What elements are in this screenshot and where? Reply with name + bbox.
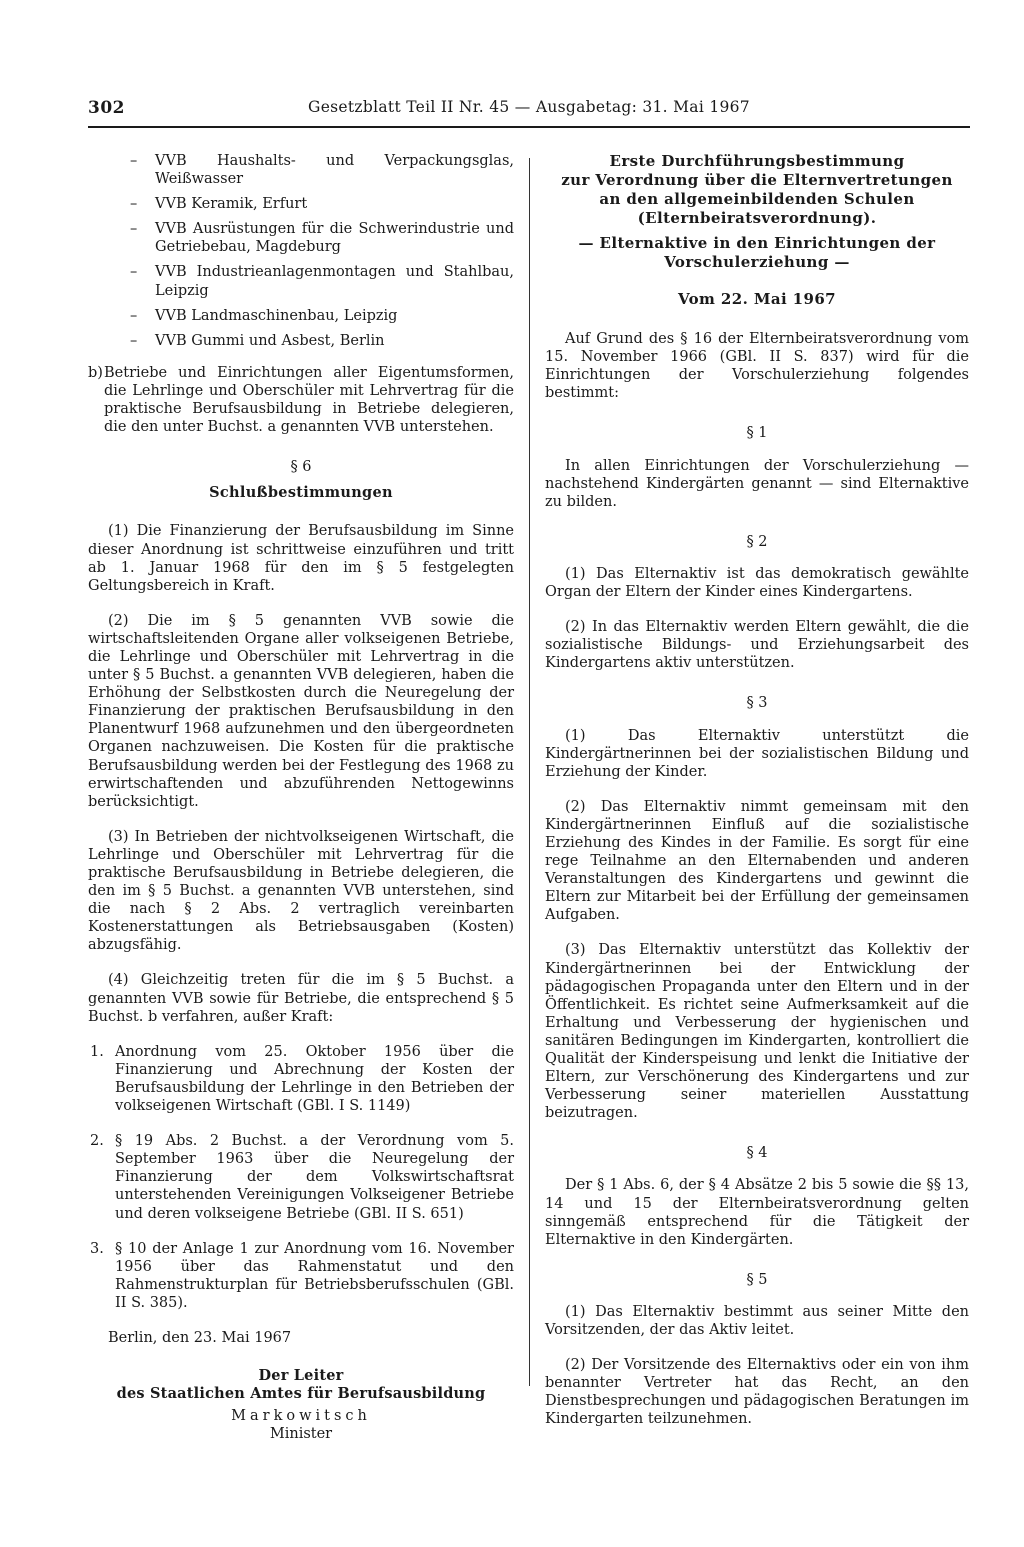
repealed-item-2: 2. § 19 Abs. 2 Buchst. a der Verordnung vom 5. September 1963 über die Neuregelung der Finanzierung der dem Volkswirtschaftsrat unterstehenden Vereinigungen Volkseigener Betriebe und deren volkseigene Betriebe (GBl. II S. 651): [90, 1133, 514, 1222]
page-number: 302: [88, 98, 125, 118]
item-b-text: Betriebe und Einrichtungen aller Eigentumsformen, die Lehrlinge und Oberschüler mit Lehrvertrag für die praktische Berufsausbildung in Betriebe delegieren, die den unter Buchst. a genannten VVB unterstehen.: [104, 364, 514, 436]
paragraph-3: (3) In Betrieben der nichtvolkseigenen Wirtschaft, die Lehrlinge und Oberschüler mit Lehrvertrag für die praktische Berufsausbildung in Betriebe delegieren, die den im § 5 Buchst. a genannten VVB unterstehen, sind die nach § 2 Abs. 2 vertraglich vereinbarten Kostenerstattungen als Betriebsausgaben (Kosten) abzugsfähig.: [88, 828, 514, 954]
column-divider: [529, 158, 530, 1386]
list-item: – VVB Gummi und Asbest, Berlin: [130, 332, 385, 349]
dash-marker: –: [130, 332, 138, 349]
repealed-item-3: 3. § 10 der Anlage 1 zur Anordnung vom 16. November 1956 über das Rahmenstatut und den Rahmenstrukturplan für Betriebsberufsschulen (GBl. II S. 385).: [90, 1240, 514, 1311]
dash-marker: –: [130, 153, 138, 169]
list-item: – VVB Haushalts- und Verpackungsglas, Weißwasser: [130, 153, 514, 188]
signatory-role: Minister: [269, 1426, 333, 1443]
list-item: – VVB Keramik, Erfurt: [130, 196, 308, 213]
paragraph-1: (1) Die Finanzierung der Berufsausbildung im Sinne dieser Anordnung ist schrittweise einzuführen und tritt ab 1. Januar 1968 für den im § 5 festgelegten Geltungsbereich in Kraft.: [88, 523, 514, 594]
list-item: – VVB Industrieanlagenmontagen und Stahlbau, Leipzig: [130, 264, 514, 299]
regulation-date: Vom 22. Mai 1967: [677, 290, 837, 308]
section-5-para-1: (1) Das Elternaktiv bestimmt aus seiner Mitte den Vorsitzenden, der das Aktiv leitet.: [545, 1303, 969, 1339]
dash-marker: –: [130, 221, 138, 238]
section-1-text: In allen Einrichtungen der Vorschulerziehung — nachstehend Kindergärten genannt — sind Elternaktive zu bilden.: [545, 457, 969, 510]
page-header: [88, 96, 970, 128]
section-3-para-3: (3) Das Elternaktiv unterstützt das Kollektiv der Kindergärtnerinnen bei der Entwicklung der pädagogischen Propaganda unter den Eltern und in der Öffentlichkeit. Es richtet seine Aufmerksamkeit auf die Erhaltung und Verbesserung der hygienischen und sanitären Bedingungen im Kindergarten, kontrolliert die Qualität der Kinderspeisung und lenkt die Initiative der Eltern, zur Verschönerung des Kindergartens und zur Verbesserung seiner materiellen Ausstattung beizutragen.: [545, 942, 969, 1122]
item-b-marker: b): [88, 364, 103, 381]
signatory-name: Markowitsch: [231, 1408, 371, 1425]
section-4-text: Der § 1 Abs. 6, der § 4 Absätze 2 bis 5 sowie die §§ 13, 14 und 15 der Elternbeiratsverordnung gelten sinngemäß entsprechend für die Tätigkeit der Elternaktive in den Kindergärten.: [545, 1177, 969, 1248]
section-3-para-2: (2) Das Elternaktiv nimmt gemeinsam mit den Kindergärtnerinnen Einfluß auf die sozialistische Erziehung des Kindes in der Familie. Es sorgt für eine rege Teilnahme an den Elternabenden und anderen Veranstaltungen des Kindergartens und gewinnt die Eltern zur Mitarbeit bei der Erfüllung der gemeinsamen Aufgaben.: [545, 798, 969, 924]
dash-marker: –: [130, 264, 138, 281]
signatory-line-1: Der Leiter: [258, 1367, 344, 1385]
list-item: – VVB Landmaschinenbau, Leipzig: [130, 307, 398, 324]
vvb-list: [88, 152, 514, 350]
section-number-3: § 3: [746, 695, 768, 712]
dash-marker: –: [130, 196, 138, 213]
section-number-2: § 2: [746, 533, 768, 550]
paragraph-2: (2) Die im § 5 genannten VVB sowie die wirtschaftsleitenden Organe aller volkseigenen Betriebe, die Lehrlinge und Oberschüler mit Lehrvertrag in die unter § 5 Buchst. a genannten VVB delegieren, haben die Erhöhung der Selbstkosten durch die Neuregelung der Finanzierung der praktischen Berufsausbildung in den Planentwurf 1968 aufzunehmen und den übergeordneten Organen nachzuweisen. Die Kosten für die praktische Berufsausbildung werden bei der Festlegung des 1968 zu erwirtschaftenden und abzuführenden Nettogewinns berücksichtigt.: [88, 612, 514, 810]
dash-marker: –: [130, 307, 138, 324]
section-number-1: § 1: [746, 425, 768, 442]
running-title: Gesetzblatt Teil II Nr. 45 — Ausgabetag: 31. Mai 1967: [308, 98, 750, 116]
list-item: – VVB Ausrüstungen für die Schwerindustrie und Getriebebau, Magdeburg: [130, 221, 514, 256]
place-date: Berlin, den 23. Mai 1967: [108, 1329, 292, 1346]
section-3-para-1: (1) Das Elternaktiv unterstützt die Kindergärtnerinnen bei der sozialistischen Bildung und Erziehung der Kinder.: [545, 727, 969, 780]
section-number-5: § 5: [746, 1271, 768, 1288]
signatory-line-2: des Staatlichen Amtes für Berufsausbildung: [116, 1385, 486, 1403]
section-2-para-1: (1) Das Elternaktiv ist das demokratisch gewählte Organ der Eltern der Kinder eines Kindergartens.: [545, 565, 969, 601]
section-title: Schlußbestimmungen: [209, 484, 393, 502]
section-2-para-2: (2) In das Elternaktiv werden Eltern gewählt, die die sozialistische Bildungs- und Erziehungsarbeit des Kindergartens aktiv unterstützen.: [545, 619, 969, 672]
preamble: Auf Grund des § 16 der Elternbeiratsverordnung vom 15. November 1966 (GBl. II S. 837) wird für die Einrichtungen der Vorschulerziehung folgendes bestimmt:: [545, 331, 969, 402]
item-b: [88, 364, 514, 436]
regulation-title: Erste Durchführungsbestimmung zur Verordnung über die Elternvertretungen an den allgemeinbildenden Schulen (Elternbeiratsverordnung).: [561, 152, 953, 227]
paragraph-4: (4) Gleichzeitig treten für die im § 5 Buchst. a genannten VVB sowie für Betriebe, die entsprechend § 5 Buchst. b verfahren, außer Kraft:: [88, 972, 514, 1025]
repealed-item-1: 1. Anordnung vom 25. Oktober 1956 über die Finanzierung und Abrechnung der Kosten der Berufsausbildung der Lehrlinge in den Betrieben der volkseigenen Wirtschaft (GBl. I S. 1149): [90, 1043, 514, 1115]
section-number-4: § 4: [746, 1145, 768, 1162]
regulation-subtitle: — Elternaktive in den Einrichtungen der Vorschulerziehung —: [578, 234, 936, 271]
section-number-6: § 6: [290, 459, 312, 476]
left-column: [88, 152, 514, 1443]
section-5-para-2: (2) Der Vorsitzende des Elternaktivs oder ein von ihm benannter Vertreter hat das Recht, an den Dienstbesprechungen und pädagogischen Beratungen im Kindergarten teilzunehmen.: [545, 1357, 969, 1428]
right-column: [545, 152, 969, 1446]
